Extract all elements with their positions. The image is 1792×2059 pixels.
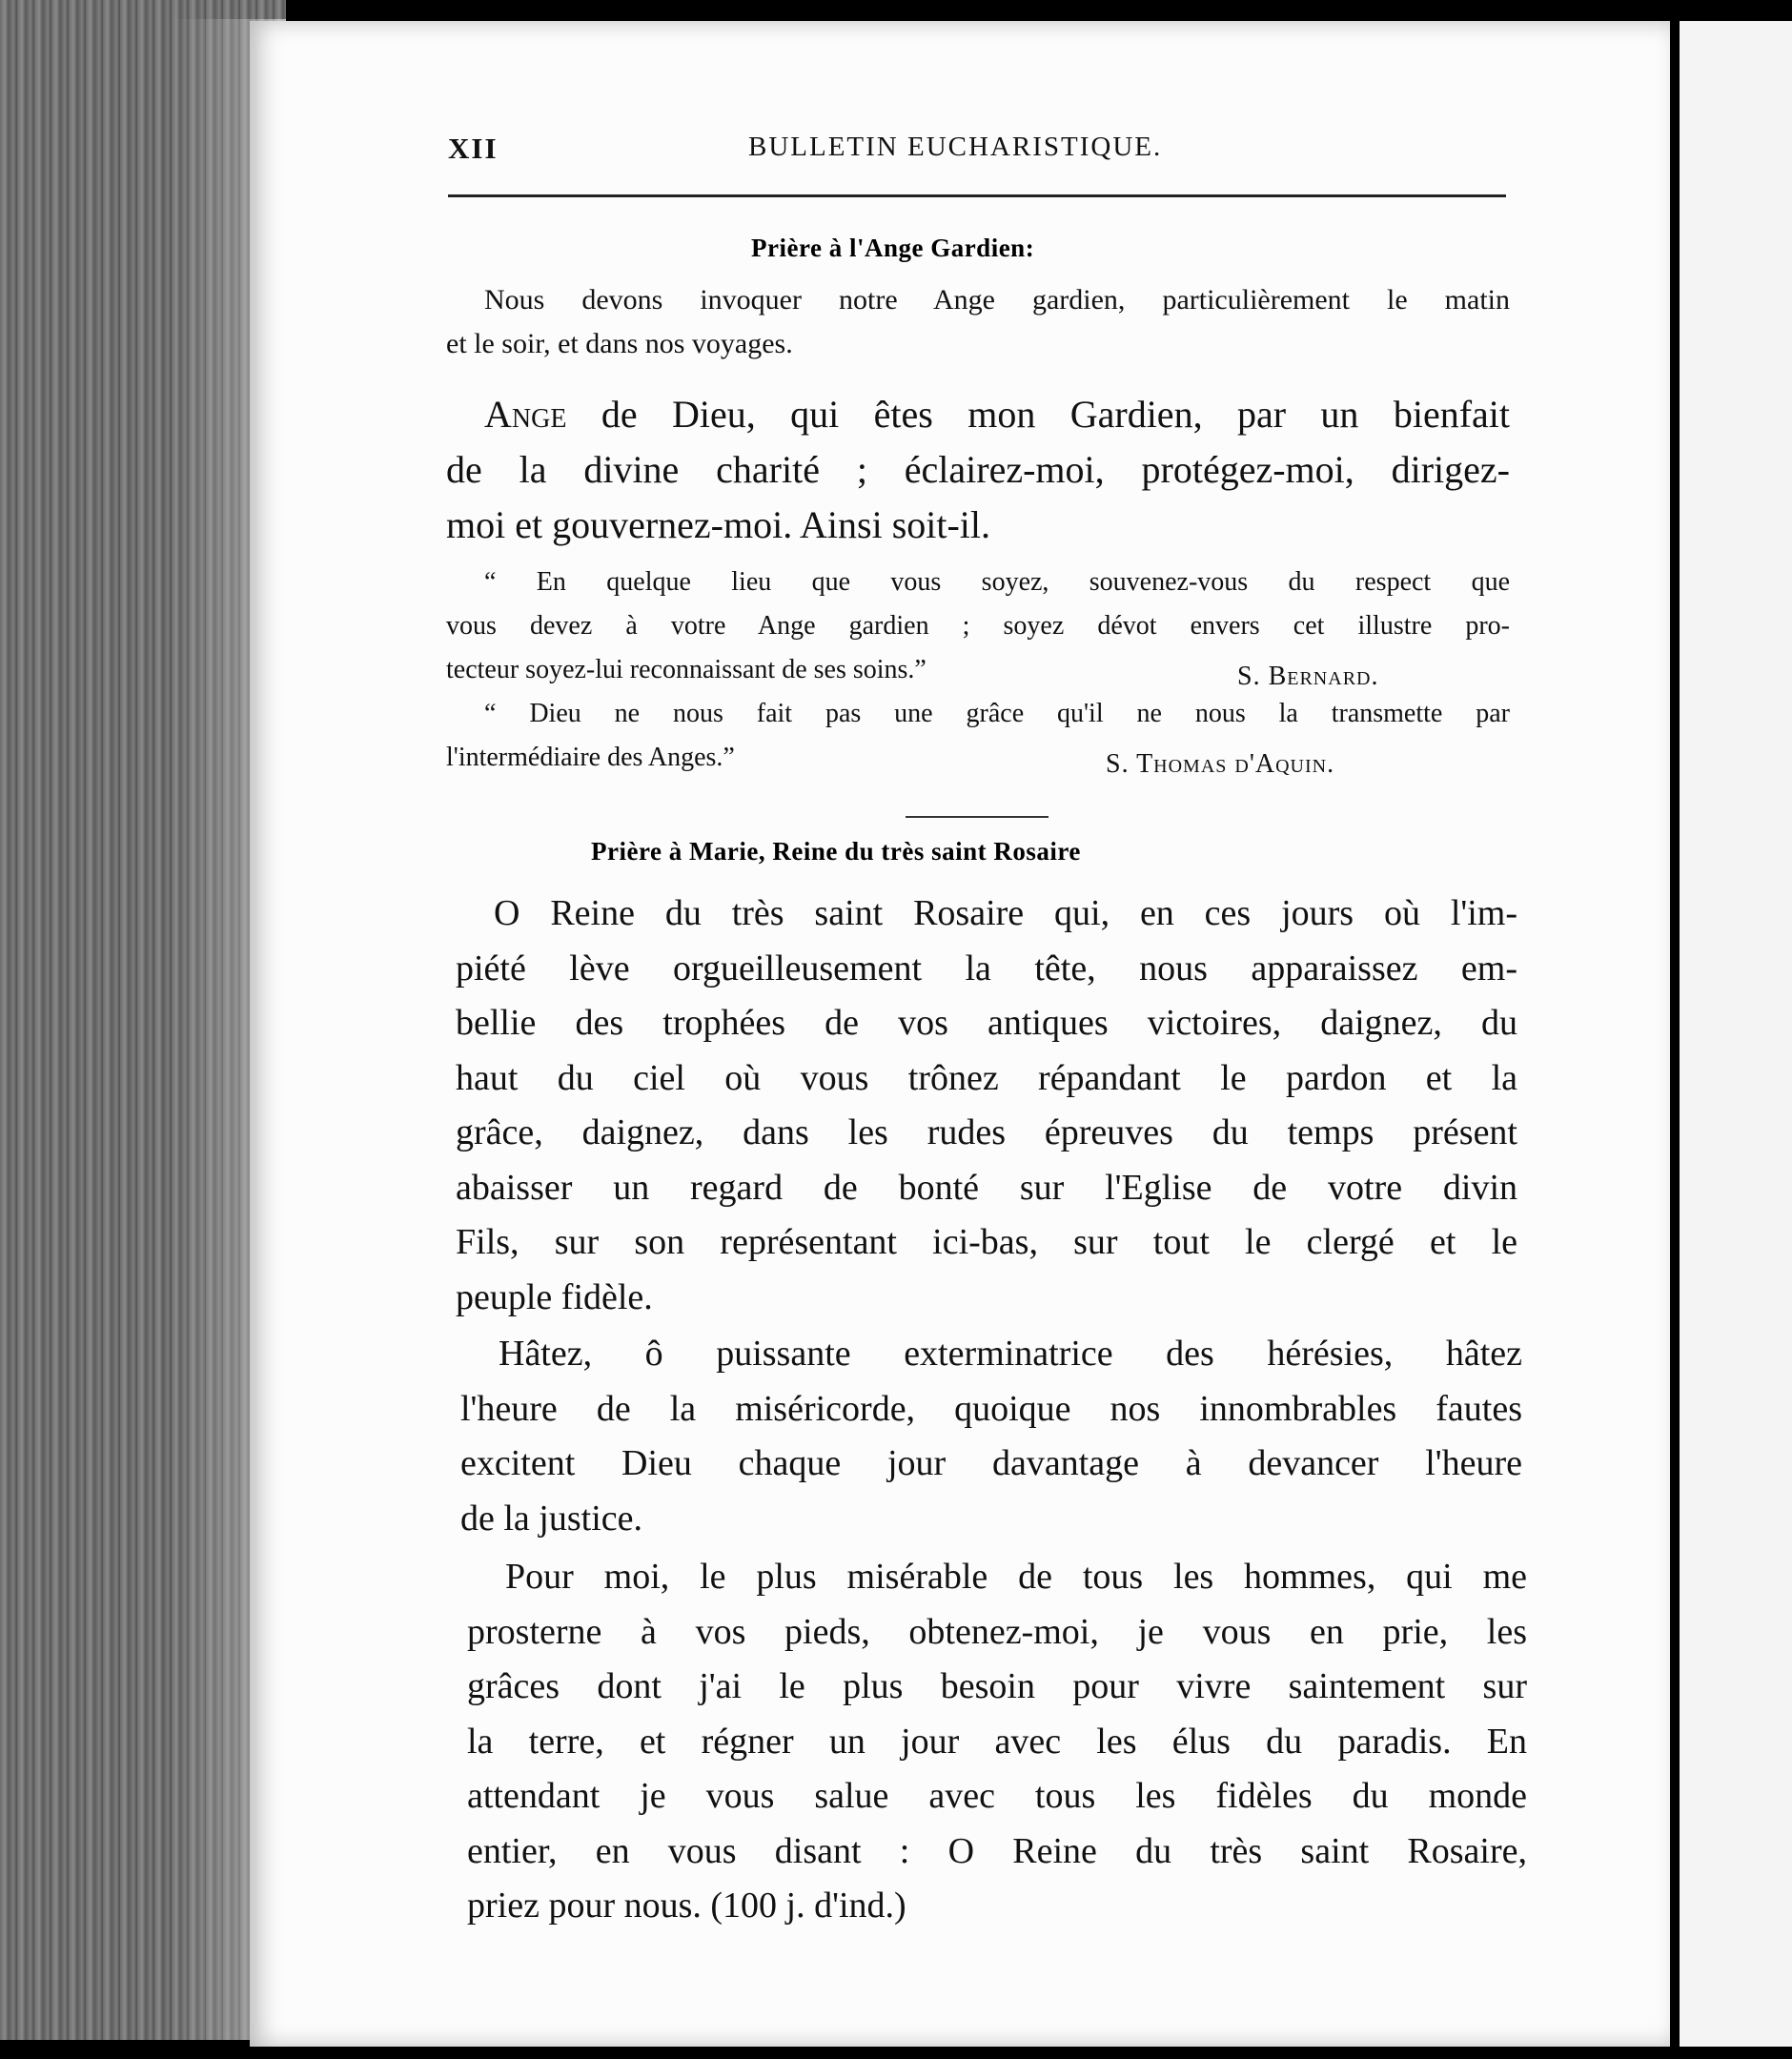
quote-attribution-bernard: S. Bernard. bbox=[1237, 662, 1379, 691]
prayer-first-word: Ange bbox=[484, 393, 567, 436]
text-line: “ En quelque lieu que vous soyez, souvenez-vous du respect que bbox=[484, 567, 1510, 597]
text-line: l'heure de la miséricorde, quoique nos innombrables fautes bbox=[460, 1388, 1522, 1429]
text-line: excitent Dieu chaque jour davantage à devancer l'heure bbox=[460, 1443, 1522, 1483]
text-line: de la divine charité ; éclairez-moi, protégez-moi, dirigez- bbox=[446, 448, 1510, 491]
text-line: prosterne à vos pieds, obtenez-moi, je vous en prie, les bbox=[467, 1611, 1527, 1652]
text-line: attendant je vous salue avec tous les fidèles du monde bbox=[467, 1776, 1527, 1816]
quote-attribution-thomas: S. Thomas d'Aquin. bbox=[1106, 749, 1335, 779]
text-line: grâce, daignez, dans les rudes épreuves du temps présent bbox=[456, 1112, 1517, 1152]
text-line: “ Dieu ne nous fait pas une grâce qu'il ne nous la transmette par bbox=[484, 699, 1510, 728]
text-line: grâces dont j'ai le plus besoin pour vivre saintement sur bbox=[467, 1666, 1527, 1706]
text-line: Fils, sur son représentant ici-bas, sur tout le clergé et le bbox=[456, 1222, 1517, 1262]
paragraph-3 bbox=[467, 1550, 1527, 1934]
section-divider bbox=[906, 816, 1049, 818]
paragraph-1 bbox=[456, 887, 1517, 1325]
text-line: vous devez à votre Ange gardien ; soyez dévot envers cet illustre pro- bbox=[446, 611, 1510, 641]
text-line: de la justice. bbox=[460, 1498, 642, 1539]
intro-paragraph bbox=[446, 278, 1510, 366]
text-line: piété lève orgueilleusement la tête, nous apparaissez em- bbox=[456, 948, 1517, 989]
text-line: entier, en vous disant : O Reine du très saint Rosaire, bbox=[467, 1830, 1527, 1871]
text-line: bellie des trophées de vos antiques victoires, daignez, du bbox=[456, 1003, 1517, 1043]
text-line: la terre, et régner un jour avec les élus du paradis. En bbox=[467, 1721, 1527, 1762]
text-line bbox=[446, 387, 1510, 442]
text-line: Nous devons invoquer notre Ange gardien, particulièrement le matin bbox=[484, 284, 1510, 316]
paragraph-2 bbox=[460, 1327, 1522, 1546]
text-line: priez pour nous. (100 j. d'ind.) bbox=[467, 1886, 906, 1926]
page-number: XII bbox=[448, 132, 499, 165]
text-line: l'intermédiaire des Anges.” bbox=[446, 743, 735, 772]
page-header bbox=[448, 132, 1506, 170]
header-rule bbox=[448, 194, 1506, 197]
running-head: BULLETIN EUCHARISTIQUE. bbox=[748, 132, 1163, 162]
text-line: et le soir, et dans nos voyages. bbox=[446, 328, 793, 359]
text-line: abaisser un regard de bonté sur l'Eglise de votre divin bbox=[456, 1167, 1517, 1208]
text-line: Hâtez, ô puissante exterminatrice des hérésies, hâtez bbox=[499, 1334, 1522, 1374]
text-line: peuple fidèle. bbox=[456, 1276, 653, 1317]
text-line: O Reine du très saint Rosaire qui, en ces jours où l'im- bbox=[494, 893, 1517, 933]
section-title-ange-gardien: Prière à l'Ange Gardien: bbox=[751, 234, 1035, 262]
text-line: Pour moi, le plus misérable de tous les hommes, qui me bbox=[505, 1557, 1527, 1597]
text-line: moi et gouvernez-moi. Ainsi soit-il. bbox=[446, 503, 991, 546]
facing-page-edge bbox=[1680, 21, 1792, 2047]
text-line: haut du ciel où vous trônez répandant le pardon et la bbox=[456, 1057, 1517, 1098]
prayer-ange-gardien bbox=[446, 387, 1510, 553]
text-line: tecteur soyez-lui reconnaissant de ses soins.” bbox=[446, 655, 927, 684]
prayer-line-rest: de Dieu, qui êtes mon Gardien, par un bienfait bbox=[566, 393, 1510, 436]
section-title-rosaire: Prière à Marie, Reine du très saint Rosaire bbox=[591, 837, 1081, 866]
